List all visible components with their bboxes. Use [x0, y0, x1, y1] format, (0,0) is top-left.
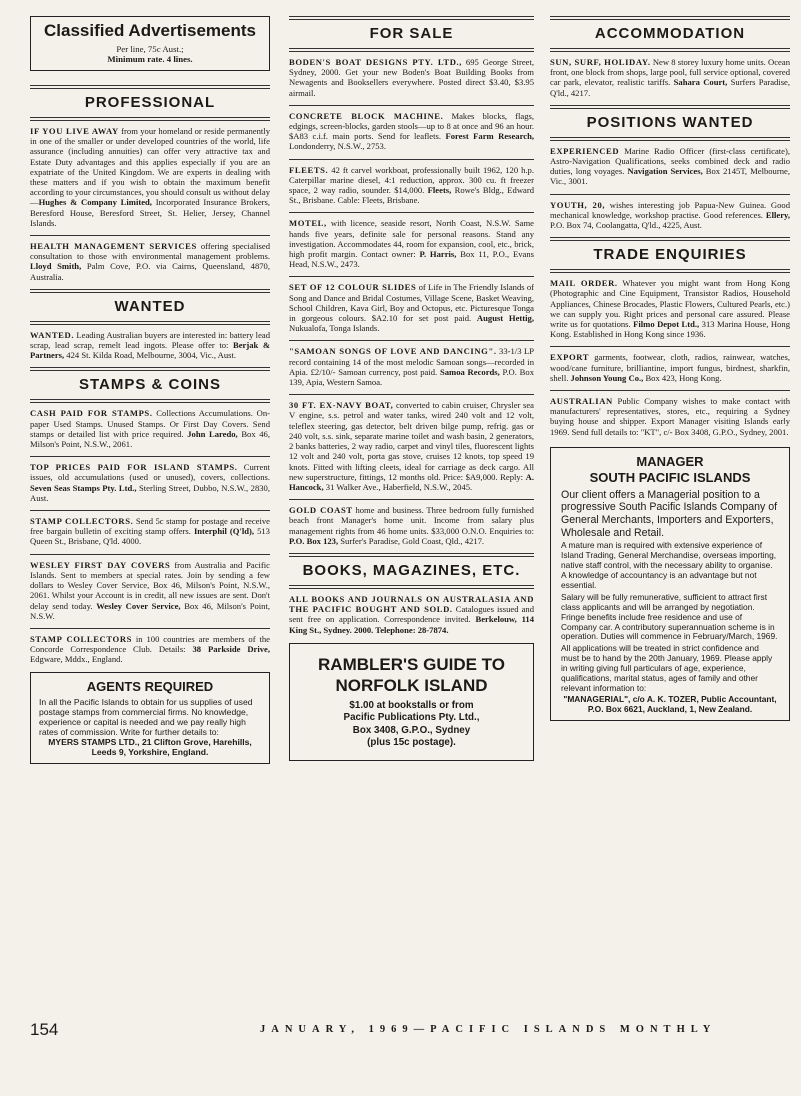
manager-ad-box — [550, 447, 790, 721]
classified-title: Classified Advertisements — [44, 21, 256, 40]
ad-ex-navy-boat: 30 FT. EX-NAVY BOAT, converted to cabin cruiser, Chrysler sea V engine, s.s. petrol and water tanks, wired 240 volt and 12 volt, teleflex steering, gas detector, belt driven bilge pump, refrig. gas or 240 volt, s.s. sink, separate marine toilet and wash basin, 2 generators, 2 banks batteries, 2 way radio, carpet and vinyl tiles, fluorescent lights 12 volt and 240 volt, porta gas stove, cruises 12 knots, top speed 19 knots. Fitted with lifting cleets, ideal for carriage as deck cargo. All new superstructure, fittings, 12 months old. Price: $A9,000. Reply: A. Hancock, 31 Walker Ave., Haberfield, N.S.W., 2045. — [289, 400, 534, 492]
divider — [30, 367, 270, 371]
divider — [30, 510, 270, 511]
manager-title-2: SOUTH PACIFIC ISLANDS — [589, 469, 751, 485]
divider — [30, 628, 270, 629]
divider — [30, 456, 270, 457]
ad-wesley-covers: WESLEY FIRST DAY COVERS from Australia and Pacific Islands. Sent to members at special rates. Join by sending a few dollars to Wesley Cover Service, Box 46, Milson's Point, N.S.W., 2061. Whilst your Account is in credit, all new issues are sent. Don't delay send today. Wesley Cover Service, Box 46, Milson's Point, N.S.W. — [30, 559, 270, 621]
divider — [30, 117, 270, 121]
ad-motel: MOTEL, with licence, seaside resort, North Coast, N.S.W. Same hands five years, definite sale for personal reasons. Stand any investigation. Accommodates 44, room for expansion, cool, etc., brick, high profit margin. Contact owner: P. Harris, Box 11, P.O., Evans Head, N.S.W., 2473. — [289, 218, 534, 270]
divider — [550, 346, 790, 347]
manager-title-1: MANAGER — [636, 453, 704, 469]
divider — [289, 499, 534, 500]
rate-line-1: Per line, 75c Aust.; — [116, 44, 184, 54]
divider — [30, 399, 270, 403]
divider — [289, 16, 534, 20]
divider — [30, 235, 270, 236]
rambler-line-1: $1.00 at bookstalls or from — [349, 699, 474, 711]
divider — [289, 394, 534, 395]
section-professional: PROFESSIONAL — [84, 94, 216, 111]
ad-australian-company: AUSTRALIAN Public Company wishes to make contact with manufacturers' representatives, stores, etc., requiring a Sydney buying house and shipper. Export Manager visiting Islands early 1969. Send full details to: "KT", c/- Box 3408, G.P.O., Sydney, 2001. — [550, 396, 790, 437]
section-books: BOOKS, MAGAZINES, ETC. — [302, 561, 521, 579]
divider — [550, 137, 790, 141]
rambler-line-2: Pacific Publications Pty. Ltd., — [343, 712, 480, 724]
section-stamps-coins: STAMPS & COINS — [78, 376, 222, 394]
ad-wanted-lead-scrap: WANTED. Leading Australian buyers are interested in: battery lead scrap, lead scrap, remelt lead ingots. Please offer to: Berjak & Partners, 424 St. Kilda Road, Melbourne, 3004, Vic., Aust. — [30, 329, 270, 361]
column-left — [30, 16, 270, 764]
divider — [550, 237, 790, 241]
agents-required-box — [30, 672, 270, 764]
divider — [289, 48, 534, 52]
ad-fleets-workboat: FLEETS. 42 ft carvel workboat, professionally built 1962, 120 h.p. Caterpillar marine diesel, 4:1 reduction, approx. 300 cu. ft freezer space, 2 way radio, sounder. $14,000. Fleets, Rowe's Bldg., Edward St., Brisbane. Cable: Fleets, Brisbane. — [289, 164, 534, 206]
ad-island-stamps: TOP PRICES PAID FOR ISLAND STAMPS. Current issues, old accumulations (used or unused), covers, collections. Seven Seas Stamps Pty. Ltd., Sterling Street, Dubbo, N.S.W., 2830, Aust. — [30, 462, 271, 503]
divider — [30, 554, 270, 555]
column-middle — [289, 16, 534, 761]
classified-header-box — [30, 16, 270, 71]
page-number: 154 — [30, 1020, 59, 1039]
ad-life-assurance: IF YOU LIVE AWAY from your homeland or reside permanently in one of the smaller or under developed countries of the world, life assurance (including annuities) can offer very attractive tax and Estate Duty advantages and this applies especially if you are an expatriate of the United Kingdom. We are experts in dealing with these matters and if you wish to obtain the maximum benefit according to your circumstances, you should consult us without delay—Hughes & Company Limited, Incorporated Insurance Brokers, Beresford House, Beresford Street, St. Helier, Jersey, Channel Islands. — [30, 126, 270, 228]
ad-mail-order: MAIL ORDER. Whatever you might want from Hong Kong (Photographic and Cine Equipment, Transistor Radios, Household Appliances, Chinese Brocades, Plastic Flowers, Cultured Pearls, etc.) we can supply you. Right prices and personal care assured. Please write us for quotations. Filmo Depot Ltd., 313 Marina House, Hong Kong. Established in Hong Kong since 1936. — [550, 278, 790, 340]
ad-export: EXPORT garments, footwear, cloth, radios, rainwear, watches, wood/cane furniture, brilliantine, import fungus, birdnest, sharkfin, shell. Johnson Young Co., Box 423, Hong Kong. — [550, 352, 790, 383]
divider — [289, 212, 534, 213]
agents-body: In all the Pacific Islands to obtain for us supplies of used postage stamps from commercial firms. No knowledge, experience or capital is needed and we pay really high rates of commission. Write for further details to: — [39, 696, 253, 737]
section-for-sale: FOR SALE — [369, 25, 454, 42]
page-footer — [30, 1022, 790, 1042]
agents-signature: MYERS STAMPS LTD., 21 Clifton Grove, Harehills, Leeds 9, Yorkshire, England. — [48, 736, 252, 757]
ad-health-management: HEALTH MANAGEMENT SERVICES offering specialised consultation to those with environmental management problems. Lloyd Smith, Palm Cove, P.O. via Cairns, Queensland, 4870, Australia. — [30, 241, 270, 282]
divider — [289, 553, 534, 557]
divider — [289, 105, 534, 106]
ad-radio-officer: EXPERIENCED Marine Radio Officer (first-class certificate), Astro-Navigation Qualifications, seeks combined deck and radio duties, long voyages. Navigation Services, Box 2145T, Melbourne, Vic., 3001. — [550, 145, 790, 187]
manager-body-3: All applications will be treated in strict confidence and must be to hand by the 20th January, 1969. Please apply in writing giving full particulars of age, experience, qualifications, marital status, ages of family and other relevant information to: — [561, 643, 773, 693]
divider — [30, 85, 270, 89]
ad-colour-slides: SET OF 12 COLOUR SLIDES of Life in The Friendly Islands of Song and Dance and Bridal Costumes, Village Scene, Basket Weaving, School Children, Kava Girl, Boy and Octopus, etc. Picturesque Tonga in gorgeous colours. $A2.10 for set post paid. August Hettig, Nukualofa, Tonga Islands. — [289, 282, 534, 334]
column-right — [550, 16, 790, 721]
ad-youth-papua: YOUTH, 20, wishes interesting job Papua-New Guinea. Good mechanical knowledge, workshop practise. Good references. Ellery, P.O. Box 74, Coolangatta, Q'ld., 4225, Aust. — [550, 199, 790, 231]
ramblers-guide-box — [289, 643, 534, 761]
divider — [550, 48, 790, 52]
manager-body-1: A mature man is required with extensive experience of Island Trading, General Merchandise, overseas importing, native staff control, with the necessary ability to organise. A knowledge of accountancy is an advantage but not essential. — [561, 540, 777, 590]
divider — [550, 16, 790, 20]
rambler-line-4: (plus 15c postage). — [367, 737, 456, 749]
divider — [30, 321, 270, 325]
ad-cash-for-stamps: CASH PAID FOR STAMPS. Collections Accumulations. On-paper Used Stamps. Unused Stamps. Or First Day Covers. Send stamps or detailed list with price required. John Laredo, Box 46, Milson's Point, N.S.W., 2061. — [30, 408, 270, 450]
divider — [289, 585, 534, 589]
ad-samoan-songs: "SAMOAN SONGS OF LOVE AND DANCING". 33-1/3 LP record containing 14 of the most melodic Samoan songs—recorded in Apia. £2/10/- Samoan currency, post paid. Samoa Records, P.O. Box 139, Apia, Western Samoa. — [289, 346, 534, 388]
rambler-title-1: RAMBLER'S GUIDE TO — [318, 654, 505, 674]
section-trade-enquiries: TRADE ENQUIRIES — [593, 246, 747, 264]
divider — [550, 269, 790, 273]
ad-bodens-boat: BODEN'S BOAT DESIGNS PTY. LTD., 695 George Street, Sydney, 2000. Get your new Boden's Boat Building Books from Newagents and Booksellers everywhere. Posted direct $3.40, $3.95 airmail. — [289, 57, 534, 98]
manager-body-2: Salary will be fully remunerative, sufficient to attract first class applicants and will be arranged by negotiation. Fringe benefits include free residence and use of Company car. A contributory superannuation scheme is in operation. Duties will commence in February/March, 1969. — [561, 591, 778, 642]
manager-signature: "MANAGERIAL", c/o A. K. TOZER, Public Accountant, P.O. Box 6621, Auckland, 1, New Zealand. — [563, 693, 777, 714]
ad-concrete-block: CONCRETE BLOCK MACHINE. Makes blocks, flags, edgings, screen-blocks, garden stools—up to 8 at once and 96 an hour. $A83 c.i.f. main ports. Send for leaflets. Forest Farm Research, Londonderry, N.S.W., 2753. — [289, 110, 535, 152]
masthead: JANUARY, 1969—PACIFIC ISLANDS MONTHLY — [260, 1024, 717, 1035]
ad-berkelouw-books: ALL BOOKS AND JOURNALS ON AUSTRALASIA AND THE PACIFIC BOUGHT AND SOLD. Catalogues issued and sent free on application. Correspondence invited. Berkelouw, 114 King St., Sydney. 2000. Telephone: 28-7874. — [289, 593, 534, 635]
divider — [289, 276, 534, 277]
section-wanted: WANTED — [114, 297, 186, 315]
rambler-line-3: Box 3408, G.P.O., Sydney — [352, 724, 471, 736]
ad-stamp-collectors-interphil: STAMP COLLECTORS. Send 5c stamp for postage and receive free bargain bulletin of exciting stamp offers. Interphil (Q'ld), 513 Queen St., Brisbane, Q'ld. 4000. — [30, 516, 270, 547]
rate-line-2: Minimum rate. 4 lines. — [107, 54, 193, 64]
ad-gold-coast: GOLD COAST home and business. Three bedroom fully furnished beach front Manager's home unit. Income from salary plus management rights from 46 home units. $33,000 O.N.O. Enquiries to: P.O. Box 123, Surfer's Paradise, Gold Coast, Qld., 4217. — [289, 505, 534, 546]
rambler-title-2: NORFOLK ISLAND — [335, 675, 488, 695]
ad-concorde-club: STAMP COLLECTORS in 100 countries are members of the Concorde Correspondence Club. Details: 38 Parkside Drive, Edgware, Mddx., England. — [30, 633, 271, 665]
agents-title: AGENTS REQUIRED — [86, 678, 214, 694]
divider — [550, 390, 790, 391]
divider — [550, 194, 790, 195]
section-accommodation: ACCOMMODATION — [594, 25, 746, 42]
divider — [30, 289, 270, 293]
divider — [289, 159, 534, 160]
divider — [550, 105, 790, 109]
section-positions-wanted: POSITIONS WANTED — [586, 113, 754, 131]
divider — [289, 340, 534, 341]
ad-sahara-court: SUN, SURF, HOLIDAY. New 8 storey luxury home units. Ocean front, one block from shops, large pool, full service optional, covered car park, elevator, realistic tariffs. Sahara Court, Surfers Paradise, Q'ld., 4217. — [550, 57, 790, 98]
manager-intro: Our client offers a Managerial position to a progressive South Pacific Islands Company of General Merchants, Importers and Exporters, Wholesale and Retail. — [561, 488, 778, 539]
